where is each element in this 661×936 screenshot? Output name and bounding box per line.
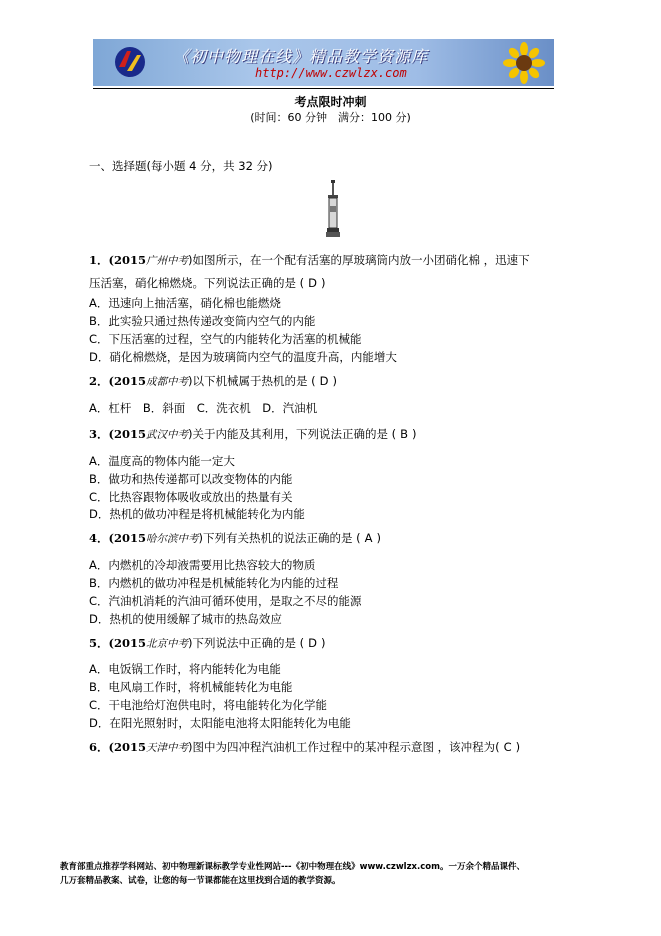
footer-line-2: 几万套精品教案、试卷，让您的每一节课都能在这里找到合适的教学资源。 <box>60 876 341 886</box>
question-3-close: ) <box>412 427 417 441</box>
question-6-year: (2015 <box>108 740 146 754</box>
question-1-source: 广州中考 <box>145 255 188 267</box>
question-1-option-b: B．此实验只通过热传递改变筒内空气的内能 <box>89 314 316 328</box>
question-1-stem <box>89 253 530 269</box>
question-3-number: 3． <box>89 427 109 441</box>
question-1-close: ) <box>321 276 326 290</box>
footer-line-1: 教育部重点推荐学科网站、初中物理新课标教学专业性网站---《初中物理在线》www.czwlzx.com。一万余个精品课件、 <box>60 862 525 872</box>
question-6-stem <box>89 740 520 756</box>
banner-title: 《初中物理在线》精品教学资源库 <box>173 47 429 66</box>
question-1-stem-a: )如图所示，在一个配有活塞的厚玻璃筒内放一小团硝化棉 ，迅速下 <box>187 253 530 267</box>
question-2-stem <box>89 374 337 390</box>
page-title: 考点限时冲刺 <box>294 95 367 109</box>
question-5-close: ) <box>320 636 326 650</box>
question-4-option-b: B．内燃机的做功冲程是机械能转化为内能的过程 <box>89 576 339 590</box>
sunflower-icon <box>502 41 546 85</box>
question-2-options: A．杠杆 B．斜面 C．洗衣机 D．汽油机 <box>89 401 318 415</box>
question-2-answer: D <box>319 374 329 388</box>
question-1-option-c: C．下压活塞的过程，空气的内能转化为活塞的机械能 <box>89 332 362 346</box>
question-5-answer: D <box>308 636 317 650</box>
question-1-year: (2015 <box>108 253 146 267</box>
question-4-option-a: A．内燃机的冷却液需要用比热容较大的物质 <box>89 558 316 572</box>
question-1-answer: D <box>308 276 317 290</box>
question-6-close: ) <box>515 740 521 754</box>
question-3-option-d: D．热机的做功冲程是将机械能转化为内能 <box>89 507 305 521</box>
question-1-stem-line2 <box>89 276 326 291</box>
question-3-stem-text: )关于内能及其利用，下列说法正确的是 ( <box>187 427 397 441</box>
question-5-option-c: C．干电池给灯泡供电时，将电能转化为化学能 <box>89 698 328 712</box>
header-rule <box>93 88 554 89</box>
question-1-option-a: A．迅速向上抽活塞，硝化棉也能燃烧 <box>89 296 281 310</box>
question-2-number: 2． <box>89 374 109 388</box>
question-1-option-d: D．硝化棉燃烧，是因为玻璃筒内空气的温度升高，内能增大 <box>89 350 397 364</box>
question-6-answer: C <box>503 740 512 754</box>
page-footer <box>60 860 620 888</box>
question-2-close: ) <box>332 374 337 388</box>
question-1-stem-b: 压活塞，硝化棉燃烧。下列说法正确的是 ( <box>89 276 305 290</box>
piston-cylinder-figure <box>326 180 340 238</box>
question-4-option-c: C．汽油机消耗的汽油可循环使用，是取之不尽的能源 <box>89 594 362 608</box>
question-5-source: 北京中考 <box>145 638 188 650</box>
question-6-number: 6． <box>89 740 109 754</box>
question-3-year: (2015 <box>108 427 146 441</box>
question-4-option-d: D．热机的使用缓解了城市的热岛效应 <box>89 612 282 626</box>
question-2-year: (2015 <box>108 374 146 388</box>
question-4-answer: A <box>364 531 373 545</box>
banner-url[interactable]: http://www.czwlzx.com <box>255 66 407 80</box>
question-3-stem <box>89 427 417 443</box>
logo-icon <box>113 45 147 79</box>
question-3-answer: B <box>400 427 408 441</box>
question-2-source: 成都中考 <box>145 376 188 388</box>
question-5-number: 5． <box>89 636 109 650</box>
question-4-source: 哈尔滨中考 <box>145 533 199 545</box>
question-2-stem-text: )以下机械属于热机的是 ( <box>187 374 316 388</box>
question-4-year: (2015 <box>108 531 146 545</box>
question-5-option-d: D．在阳光照射时，太阳能电池将太阳能转化为电能 <box>89 716 351 730</box>
question-4-number: 4． <box>89 531 109 545</box>
question-1-number: 1． <box>89 253 109 267</box>
question-5-stem-text: )下列说法中正确的是 ( <box>187 636 305 650</box>
question-3-option-c: C．比热容跟物体吸收或放出的热量有关 <box>89 490 293 504</box>
question-5-stem <box>89 636 325 652</box>
header-banner <box>93 39 554 86</box>
question-3-option-a: A．温度高的物体内能一定大 <box>89 454 235 468</box>
question-3-option-b: B．做功和热传递都可以改变物体的内能 <box>89 472 293 486</box>
question-5-option-b: B．电风扇工作时，将机械能转化为电能 <box>89 680 293 694</box>
time-score-info: (时间：60 分钟 满分：100 分) <box>250 111 411 124</box>
question-4-stem-text: )下列有关热机的说法正确的是 ( <box>198 531 361 545</box>
question-5-year: (2015 <box>108 636 146 650</box>
question-3-source: 武汉中考 <box>145 429 188 441</box>
question-4-stem <box>89 531 381 547</box>
question-5-option-a: A．电饭锅工作时，将内能转化为电能 <box>89 662 281 676</box>
question-6-stem-text: )图中为四冲程汽油机工作过程中的某冲程示意图 ，该冲程为( <box>187 740 500 754</box>
question-6-source: 天津中考 <box>145 742 188 754</box>
question-4-close: ) <box>376 531 381 545</box>
section-title: 一、选择题(每小题 4 分，共 32 分) <box>89 159 273 173</box>
